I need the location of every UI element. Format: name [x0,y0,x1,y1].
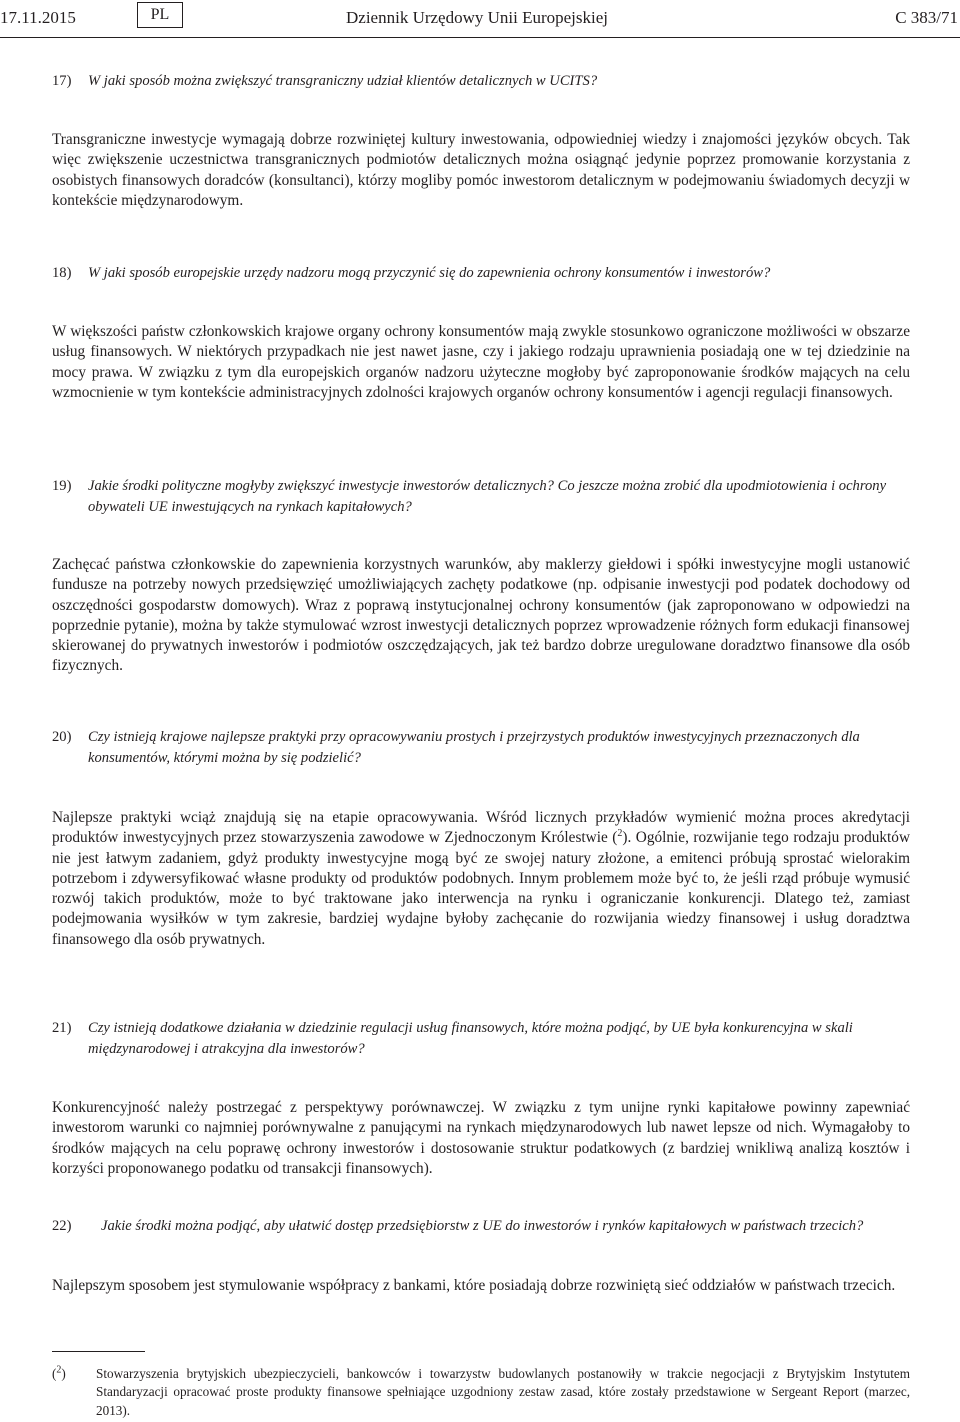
question-number: 21) [52,1020,72,1036]
footnote-marker [52,1365,66,1383]
footnote-close-paren: ) [61,1366,66,1381]
answer-22: Najlepszym sposobem jest stymulowanie współpracy z bankami, które posiadają dobrze rozwiniętą sieć oddziałów w państwach trzecich. [52,1277,896,1294]
question-number: 20) [52,729,72,745]
answer-19: Zachęcać państwa członkowskie do zapewnienia korzystnych warunków, aby maklerzy giełdowi i spółki inwestycyjne mogli ustanowić fundusze na potrzeby nowych przedsięwzięć umożliwiających zachęty podatkowe (np. odpisanie inwestycji pod podatek dochodowy od oszczędności gospodarstw domowych). Wraz z poprawą instytucjonalnej ochrony konsumentów (jak zaproponowano w odpowiedzi na poprzednie pytanie), można by także stymulować wzrost inwestycji detalicznych poprzez wprowadzenie różnych form edukacji finansowej skierowanej do prywatnych inwestorów i podmiotów oszczędzających, jak też bardzo dobrze uregulowane doradztwo finansowe dla osób fizycznych. [52,556,910,675]
answer-17: Transgraniczne inwestycje wymagają dobrze rozwiniętej kultury inwestowania, odpowiedniej wiedzy i znajomości języków obcych. Tak więc zwiększenie uczestnictwa transgranicznych podmiotów detalicznych można osiągnąć jedynie poprzez promowanie korzystania z osobistych finansowych doradców (konsultanci), którzy mogliby pomóc inwestorom detalicznym w podejmowaniu świadomych decyzji w kontekście międzynarodowym. [52,131,910,209]
question-number: 22) [52,1218,72,1234]
footnote-number: 2 [56,1364,62,1376]
answer-text-part1: Najlepsze praktyki wciąż znajdują się na etapie opracowywania. Wśród licznych przykładów wymienić można proces akredytacji produktów inwestycyjnych przez stowarzyszenia zawodowe w Zjednoczonym Królestwie ( [52,809,910,847]
answer-text-part2: ). Ogólnie, rozwijanie tego rodzaju produktów nie jest łatwym zadaniem, gdyż produkty inwestycyjne mogą być ze swojej natury złożone, a emitenci próbują sprostać wielorakim potrzebom i zdywersyfikować własne produkty od produktów podobnych. Innym problemem może być to, że jeśli rząd próbuje wymusić rozwój takich produktów, może to być traktowane jako interwencja na rynku i ograniczanie konkurencji. Dlatego też, zamiast podejmowania wysiłków w tym zakresie, bardziej wydajne byłoby zachęcanie do rozwijania wiedzy finansowej i usług doradztwa finansowego dla osób prywatnych. [52,829,911,948]
question-21 [52,1018,910,1059]
question-text: Jakie środki polityczne mogłyby zwiększyć inwestycje inwestorów detalicznych? Co jeszcze można zrobić dla upodmiotowienia i ochrony obywateli UE inwestujących na rynkach kapitałowych? [88,478,887,515]
question-number: 19) [52,478,72,494]
question-18 [52,263,912,284]
question-text: Czy istnieją krajowe najlepsze praktyki przy opracowywaniu prostych i przejrzystych produktów inwestycyjnych przeznaczonych dla konsumentów, którymi można by się podzielić? [88,729,860,766]
question-number: 18) [52,265,72,281]
language-code-box: PL [137,2,183,28]
question-17 [52,71,912,92]
question-text: W jaki sposób można zwiększyć transgraniczny udział klientów detalicznych w UCITS? [88,73,598,89]
issue-reference: C 383/71 [895,8,958,27]
question-text: W jaki sposób europejskie urzędy nadzoru mogą przyczynić się do zapewnienia ochrony konsumentów i inwestorów? [88,265,771,281]
answer-18: W większości państw członkowskich krajowe organy ochrony konsumentów mają zwykle stosunkowo ograniczone możliwości w obszarze usług finansowych. W niektórych przypadkach nie jest nawet jasne, czy i jakiego rodzaju uprawnienia posiadają one w tej dziedzinie na mocy prawa. W związku z tym dla europejskich organów nadzoru użyteczne mogłoby być zaproponowanie środków mających na celu wzmocnienie w tym kontekście administracyjnych zdolności krajowych organów ochrony konsumentów i agencji regulacji finansowych. [52,323,910,401]
question-number: 17) [52,73,72,89]
question-19 [52,476,912,517]
footnote-text: Stowarzyszenia brytyjskich ubezpieczycieli, bankowców i towarzystw budowlanych postanowiły w trakcie negocjacji z Brytyjskim Instytutem Standaryzacji opracować proste produkty finansowe spełniające uzgodniony zestaw zasad, które zostały przedstawione w Sergeant Report (marzec, 2013). [96,1366,910,1418]
footnote-reference[interactable]: 2 [617,828,623,840]
header-divider [0,37,960,38]
answer-21: Konkurencyjność należy postrzegać z perspektywy porównawczej. W związku z tym unijne rynki kapitałowe powinny zapewniać inwestorom warunki co najmniej porównywalne z panującymi na rynkach międzynarodowych lub nawet lepsze od nich. Wymagałoby to środków mających na celu poprawę ochrony inwestorów i dostosowanie struktur podatkowych (z bardziej wnikliwą analizą kosztów i korzyści proponowanego podatku od transakcji finansowych). [52,1099,910,1177]
footnote-separator [52,1351,145,1352]
journal-title: Dziennik Urzędowy Unii Europejskiej [346,8,609,27]
question-22 [52,1216,910,1237]
question-text: Czy istnieją dodatkowe działania w dziedzinie regulacji usług finansowych, które można podjąć, by UE była konkurencyjna w skali międzynarodowej i atrakcyjna dla inwestorów? [88,1020,853,1057]
answer-20 [52,808,910,950]
footnote-open-paren: ( [52,1366,57,1381]
publication-date: 17.11.2015 [0,8,76,27]
question-text: Jakie środki można podjąć, aby ułatwić dostęp przedsiębiorstw z UE do inwestorów i rynków kapitałowych w państwach trzecich? [101,1218,864,1234]
question-20 [52,727,910,768]
